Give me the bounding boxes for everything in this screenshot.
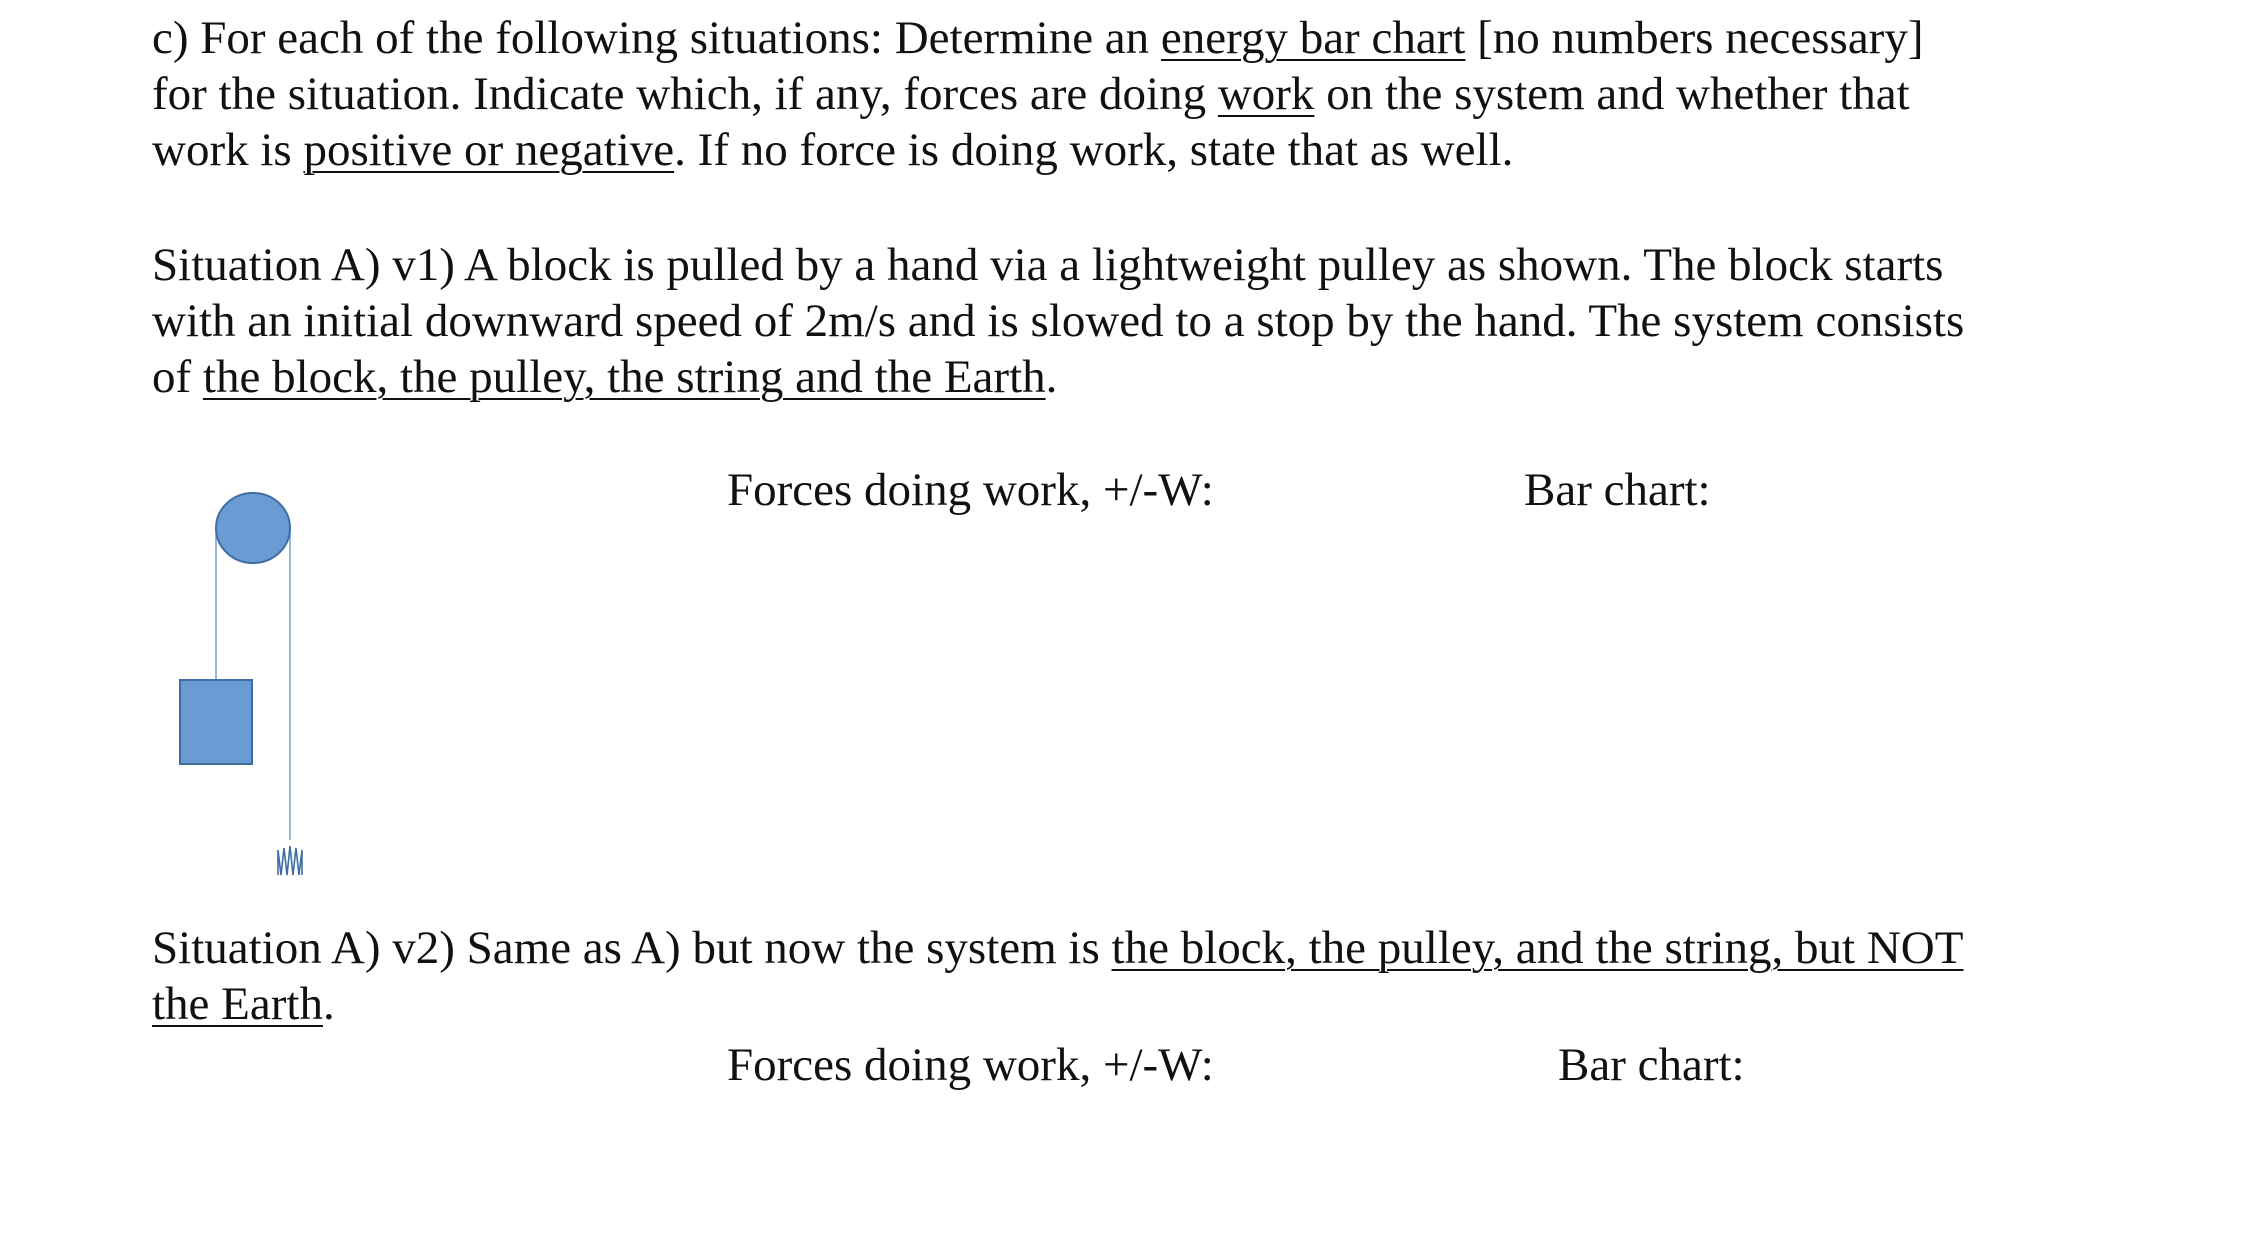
instructions-line-2: for the situation. Indicate which, if any, forces are doing work on the system and whether that xyxy=(152,68,1910,120)
situation-a-v1-line-3: of the block, the pulley, the string and the Earth. xyxy=(152,351,1058,403)
system-v2-definition-continued: the Earth xyxy=(152,978,323,1030)
energy-bar-chart-term: energy bar chart xyxy=(1160,12,1466,64)
positive-negative-term: positive or negative xyxy=(303,124,675,176)
hanging-block xyxy=(180,680,252,764)
situation-a-v2-paragraph xyxy=(152,920,2152,1032)
bar-chart-label-v2: Bar chart: xyxy=(1558,1039,1745,1091)
work-term: work xyxy=(1217,68,1315,120)
pulley-wheel xyxy=(216,493,290,563)
hand-icon xyxy=(278,846,302,875)
instructions-paragraph xyxy=(152,10,2152,178)
forces-doing-work-label-v1: Forces doing work, +/-W: xyxy=(727,464,1214,516)
pulley-diagram xyxy=(150,470,330,900)
situation-a-v2-line-2: the Earth. xyxy=(152,978,335,1030)
bar-chart-label-v1: Bar chart: xyxy=(1524,464,1711,516)
situation-a-v2-line-1: Situation A) v2) Same as A) but now the system is the block, the pulley, and the string, but NOT xyxy=(152,922,1964,974)
instructions-line-3: work is positive or negative. If no force is doing work, state that as well. xyxy=(152,124,1514,176)
situation-a-v1-line-1: Situation A) v1) A block is pulled by a hand via a lightweight pulley as shown. The block starts xyxy=(152,239,1944,291)
system-v1-definition: the block, the pulley, the string and the Earth xyxy=(202,351,1046,403)
situation-a-v1-line-2: with an initial downward speed of 2m/s and is slowed to a stop by the hand. The system consists xyxy=(152,295,1965,347)
forces-doing-work-label-v2: Forces doing work, +/-W: xyxy=(727,1039,1214,1091)
system-v2-definition: the block, the pulley, and the string, but NOT xyxy=(1111,922,1964,974)
situation-a-v1-paragraph xyxy=(152,237,2152,405)
instructions-line-1: c) For each of the following situations: Determine an energy bar chart [no numbers necessary] xyxy=(152,12,1924,64)
